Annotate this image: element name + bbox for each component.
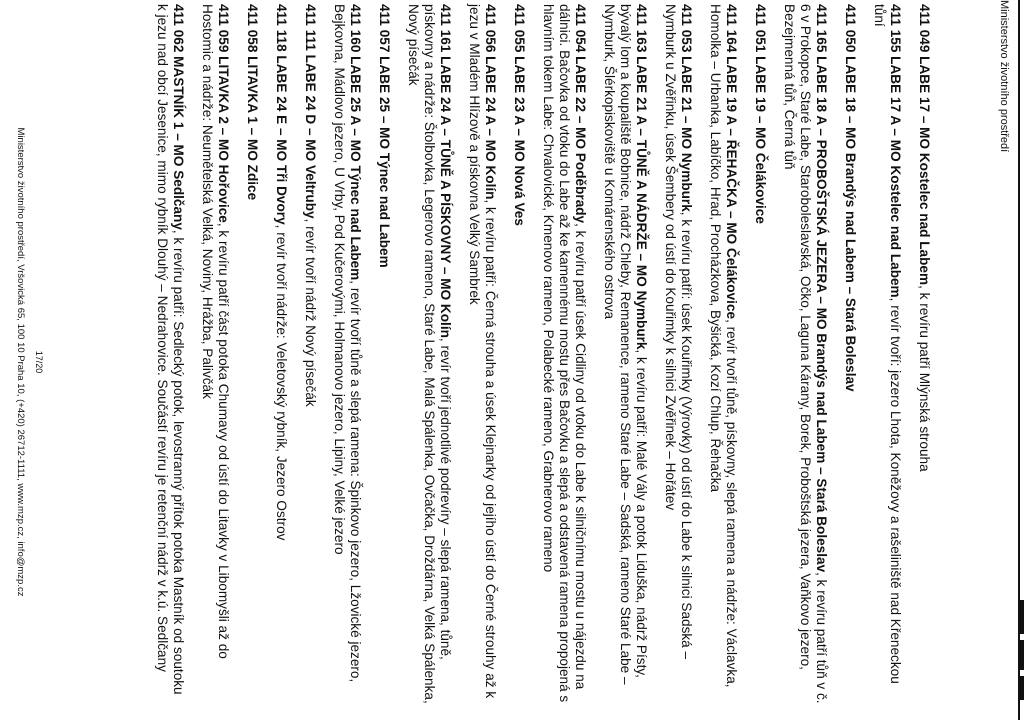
revir-id: 411 049 xyxy=(917,4,932,53)
revir-title: LABE 22 – MO Poděbrady xyxy=(573,56,588,224)
revir-entry xyxy=(707,4,739,704)
revir-entry xyxy=(376,4,392,704)
revir-title: LABE 25 – MO Týnec nad Labem xyxy=(377,56,392,268)
revir-entry xyxy=(273,4,289,704)
revir-title: LABE 17 A – MO Kostelec nad Labem xyxy=(888,56,903,298)
revir-entry xyxy=(916,4,932,704)
revir-description: , revír tvoří nádrž Nový písečák xyxy=(303,218,318,407)
revir-title: MASTNÍK 1 – MO Sedlčany xyxy=(171,56,186,230)
ministry-name: Ministerstvo životního prostředí xyxy=(998,0,1010,153)
revir-description: , revír tvoří tůně, pískovny, slepá ramena a nádrže: Václavka, Homolka – Urbanka, Labíčko, Hrad, Procházkova, Byšická, Kozí Chlup, Řehačka xyxy=(708,4,739,688)
revir-title: LABE 17 – MO Kostelec nad Labem xyxy=(917,56,932,286)
revir-title: LABE 21 A – TŮNĚ A NÁDRŽE – MO Nymburk xyxy=(634,56,649,350)
revir-description: , k revíru patří tůň v č. 6 v Prokopce, Staré Labe, Staroboleslavská, Očko, Laguna Kárany, Borek, Proboštská jezera, Vaňkovo jezero, Bezejmenná tůň, Černá tůň xyxy=(782,4,829,704)
revir-description: , revír tvoří: jezero Lhota, Koněžovy a rašeliniště nad Křeneckou tůní xyxy=(872,4,903,684)
revir-title: LABE 24 D – MO Veltruby xyxy=(303,54,318,219)
revir-title: LITAVKA 1 – MO Zdice xyxy=(245,56,260,201)
revir-entry xyxy=(405,4,453,704)
revir-id: 411 111 xyxy=(303,4,318,51)
revir-title: LABE 18 A – PROBOŠTSKÁ JEZERA – MO Brandýs nad Labem – Stará Boleslav xyxy=(814,56,829,573)
revir-id: 411 057 xyxy=(377,4,392,53)
revir-description: , k revíru patří Mlýnská strouha xyxy=(917,285,932,472)
revir-id: 411 161 xyxy=(438,4,453,53)
revir-description: , k revíru patří část potoka Chumavy od ústí do Litavky v Libomyšli až do Hostomic a nádrže: Neumětelská Velká, Noviny, Hrážba, Palivčák xyxy=(200,4,231,659)
revir-description: , k revíru patří: Černá strouha a úsek Klejnarky od jejího ústí do Černé strouhy až k jezu v Mladém Hlízově a pískovna Velký Sambrek xyxy=(467,4,498,699)
revir-description: , k revíru patří: Sedlecký potok, levostranný přítok potoka Mastník od soutoku k jezu nad obcí Jesenice, mimo rybník Dlouhý – Nedrahovice. Součástí revíru je retenční nádrž v k.ú. Sedlčany xyxy=(155,4,186,695)
header-decoration xyxy=(1020,600,1024,634)
header-rule xyxy=(1018,0,1020,720)
revir-title: LABE 18 – MO Brandýs nad Labem – Stará Boleslav xyxy=(843,56,858,392)
revir-id: 411 059 xyxy=(216,4,231,53)
revir-entry xyxy=(154,4,186,704)
revir-id: 411 062 xyxy=(171,4,186,53)
revir-entry xyxy=(540,4,588,704)
revir-id: 411 051 xyxy=(753,4,768,53)
revir-title: LABE 24 E – MO Tři Dvory xyxy=(274,55,289,225)
revir-entry xyxy=(842,4,858,704)
revir-title: LABE 24 A – MO Kolín xyxy=(483,56,498,200)
revir-id: 411 164 xyxy=(724,4,739,53)
revir-entry xyxy=(331,4,363,704)
revir-description: , revír tvoří nádrže: Veletovský rybník, Jezero Ostrov xyxy=(274,224,289,541)
revir-title: LABE 19 A – ŘEHAČKA – MO Čelákovice xyxy=(724,56,739,320)
revir-entry xyxy=(781,4,829,704)
revir-title: LABE 25 A – MO Týnec nad Labem xyxy=(348,56,363,281)
page-header xyxy=(954,0,1024,724)
header-decoration xyxy=(1020,640,1024,670)
revir-entry xyxy=(752,4,768,704)
revir-entry xyxy=(662,4,694,704)
revir-id: 411 163 xyxy=(634,4,649,53)
page-footer: Ministerstvo životního prostředí, Vršovická 65, 100 10 Praha 10, (+420) 26712-1111, www.mzp.cz, info@mzp.cz xyxy=(15,127,26,597)
revir-description: , revír tvoří jednotlivé podrevíry – slepá ramena, tůně, pískovny a nádrže: Štolbovka, Legerovo rameno, Staré Labe, Malá Spálenka, Ovčačka, Droždárna, Velká Spálenka, Nový písečák xyxy=(406,4,453,704)
revir-id: 411 165 xyxy=(814,4,829,53)
revir-list xyxy=(141,4,932,704)
revir-title: LABE 21 – MO Nymburk xyxy=(679,56,694,212)
revir-entry xyxy=(511,4,527,704)
revir-description: , k revíru patří: Malé Vály a potok Liduška, nádrž Písty, bývalý lom a koupaliště Bobnice, nádrž Chleby, Remanence, rameno Staré Labe – Sadská, rameno Staré Labe – Nymburk, Šlérkopiskoviště u Komárenského ostrova xyxy=(602,4,649,685)
header-decoration xyxy=(1020,676,1024,700)
revir-title: LITAVKA 2 – MO Hořovice xyxy=(216,56,231,223)
revir-title: LABE 19 – MO Čelákovice xyxy=(753,56,768,224)
revir-id: 411 155 xyxy=(888,4,903,53)
revir-id: 411 054 xyxy=(573,4,588,53)
revir-entry xyxy=(199,4,231,704)
revir-id: 411 050 xyxy=(843,4,858,53)
revir-entry xyxy=(601,4,649,704)
revir-description: , k revíru patří úsek Cidliny od vtoku do Labe k silničnímu mostu u nájezdu na dálnici. Bačovka od vtoku do Labe až ke kamennému mostu přes Bačovku a slepá a odstavená ramena propojená s hlavním tokem Labe: Chvalovické, Kmenovo rameno, Polabecké rameno, Grabnerovo rameno xyxy=(541,4,588,703)
revir-entry xyxy=(466,4,498,704)
revir-entry xyxy=(302,4,318,704)
revir-title: LABE 23 A – MO Nová Ves xyxy=(512,56,527,226)
revir-description: , k revíru patří: úsek Kouřimky (Výrovky) od ústí do Labe k silnici Sadská – Nymburk u Zvěřinku, úsek Šembery od ústí do Kouřimky k silnici Zvěřinek – Hořátev xyxy=(663,4,694,660)
page-number: 17/20 xyxy=(34,350,44,374)
revir-entry xyxy=(244,4,260,704)
revir-description: , revír tvoří tůně a slepá ramena: Špinkovo jezero, Lžovické jezero, Bejkovna, Mádlovo jezero, U Vrby, Pod Kučerovými, Holmanovo jezero, Lipiny, Velké jezero xyxy=(332,4,363,683)
revir-entry xyxy=(871,4,903,704)
revir-id: 411 118 xyxy=(274,4,289,52)
revir-id: 411 058 xyxy=(245,4,260,53)
revir-title: LABE 24 A – TŮNĚ A PÍSKOVNY – MO Kolín xyxy=(438,56,453,338)
revir-id: 411 056 xyxy=(483,4,498,53)
revir-id: 411 055 xyxy=(512,4,527,53)
revir-id: 411 053 xyxy=(679,4,694,53)
revir-id: 411 160 xyxy=(348,4,363,53)
